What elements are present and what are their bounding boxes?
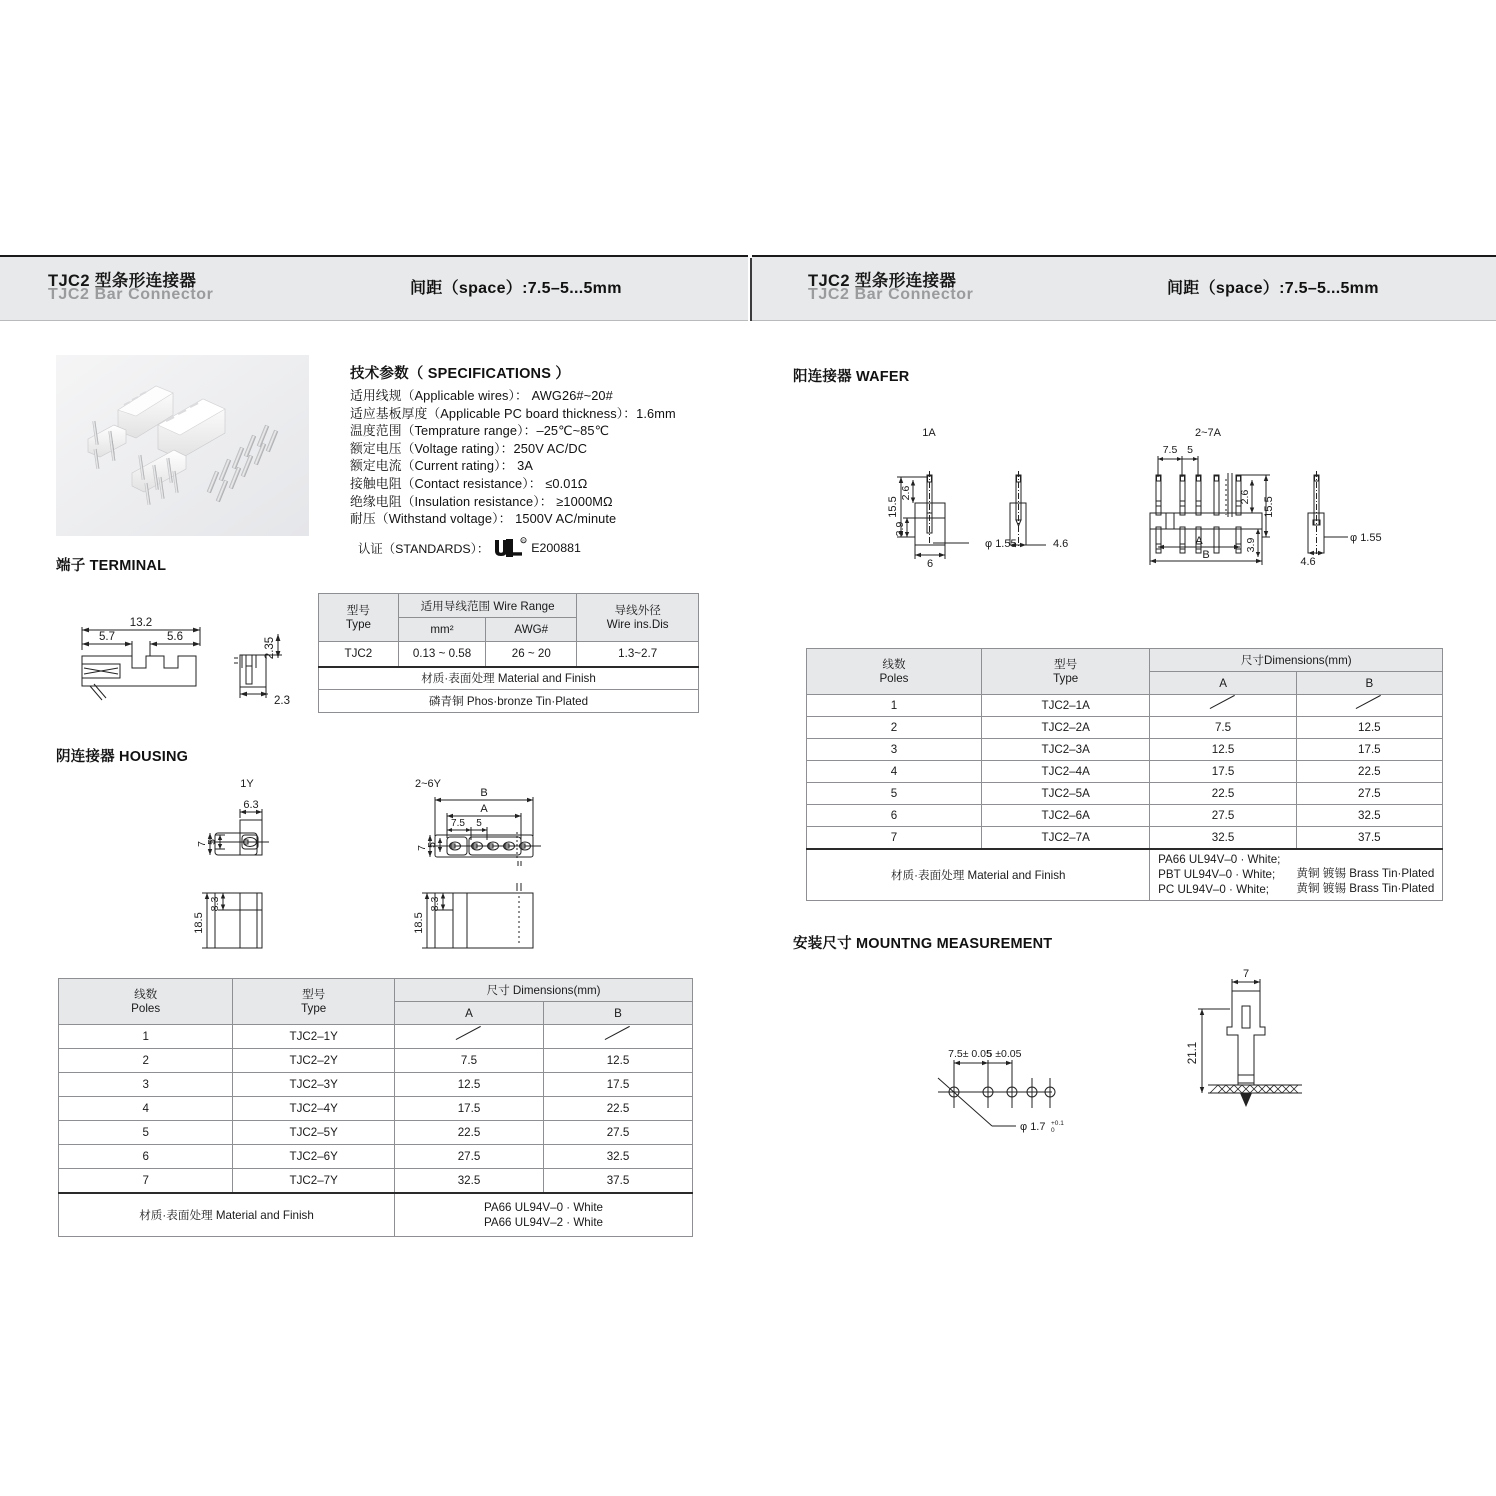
product-photo (56, 355, 309, 536)
housing-cell-b: 37.5 (543, 1169, 692, 1193)
terminal-th-ins (577, 594, 699, 642)
housing-cell-a: 27.5 (395, 1145, 544, 1169)
wafer-th-poles-zh: 线数 (882, 657, 906, 671)
spec-current-rating: 额定电流（Current rating）： 3A (350, 458, 534, 474)
section-heading-wafer: 阳连接器 WAFER (793, 369, 910, 385)
wafer-cell-poles: 2 (807, 717, 982, 739)
housing-cell-b: 22.5 (543, 1097, 692, 1121)
header-title-zh-left: TJC2 型条形连接器 (48, 272, 197, 290)
svg-text:15.5: 15.5 (1263, 496, 1275, 518)
housing-material-value-1: PA66 UL94V–0 · White (483, 1200, 603, 1214)
header-space-left: 间距（space）:7.5–5...5mm (410, 280, 622, 297)
wafer-material-label: 材质·表面处理 Material and Finish (807, 849, 1150, 901)
table-row (319, 642, 699, 667)
svg-text:15.5: 15.5 (887, 496, 899, 518)
svg-text:4.6: 4.6 (1300, 556, 1316, 568)
wafer-cell-a: 17.5 (1150, 761, 1296, 783)
terminal-th-awg: AWG# (486, 618, 577, 642)
svg-text:5: 5 (476, 818, 482, 829)
housing-table (58, 978, 693, 1237)
terminal-table (318, 593, 699, 713)
housing-cell-type: TJC2–7Y (233, 1169, 395, 1193)
standards-label: 认证（STANDARDS）： (358, 541, 490, 556)
wafer-cell-poles: 1 (807, 695, 982, 717)
ul-logo-icon (493, 537, 527, 559)
housing-cell-type: TJC2–1Y (233, 1025, 395, 1049)
wafer-table (806, 648, 1443, 901)
housing-th-a: A (395, 1002, 544, 1025)
svg-text:φ 1.55: φ 1.55 (1350, 532, 1382, 544)
wafer-material-plastics (1158, 852, 1280, 897)
terminal-cell-mm2: 0.13 ~ 0.58 (398, 642, 485, 667)
wafer-cell-poles: 4 (807, 761, 982, 783)
svg-text:18.5: 18.5 (193, 912, 205, 934)
wafer-1a-label: 1A (922, 427, 936, 439)
svg-text:5: 5 (426, 842, 438, 848)
terminal-material-value: 磷青铜 Phos·bronze Tin·Plated (319, 690, 699, 713)
mounting-drawing-pcb (920, 1040, 1110, 1135)
terminal-th-wire-range: 适用导线范围 Wire Range (398, 594, 577, 618)
housing-th-type-zh: 型号 (302, 987, 326, 1001)
header-title-en-right: TJC2 Bar Connector (808, 286, 974, 303)
wafer-drawing-multi (1140, 425, 1380, 575)
section-heading-mounting: 安装尺寸 MOUNTNG MEASUREMENT (793, 936, 1053, 952)
housing-cell-poles: 3 (59, 1073, 233, 1097)
mounting-drawing-side (1170, 965, 1340, 1120)
terminal-cell-type: TJC2 (319, 642, 399, 667)
spec-pcb-thickness: 适应基板厚度（Applicable PC board thickness）：1.6mm (350, 405, 676, 421)
housing-cell-poles: 5 (59, 1121, 233, 1145)
spec-voltage-rating: 额定电压（Voltage rating）：250V AC/DC (350, 440, 588, 456)
svg-text:6: 6 (926, 558, 934, 570)
housing-drawing-multi (405, 778, 555, 953)
header-title-zh-right: TJC2 型条形连接器 (808, 272, 957, 290)
wafer-th-type (981, 649, 1150, 695)
wafer-cell-b: 17.5 (1296, 739, 1442, 761)
svg-text:2.6: 2.6 (1239, 489, 1251, 505)
table-row (807, 695, 1443, 717)
housing-multi-label: 2~6Y (415, 778, 441, 790)
housing-cell-b: 12.5 (543, 1049, 692, 1073)
housing-drawing-1y (185, 778, 315, 953)
wafer-cell-b: 32.5 (1296, 805, 1442, 827)
housing-cell-type: TJC2–3Y (233, 1073, 395, 1097)
svg-text:+0.1: +0.1 (1051, 1120, 1064, 1127)
housing-th-dimensions: 尺寸 Dimensions(mm) (395, 979, 693, 1002)
wafer-th-dimensions: 尺寸Dimensions(mm) (1150, 649, 1443, 672)
svg-text:R: R (522, 538, 525, 543)
housing-cell-b (543, 1025, 692, 1049)
svg-text:A: A (480, 803, 488, 815)
wafer-drawing-1a (885, 425, 1095, 575)
svg-text:A: A (1195, 535, 1203, 547)
wafer-cell-type: TJC2–7A (981, 827, 1150, 849)
svg-text:3.9: 3.9 (894, 521, 906, 537)
svg-text:21.1: 21.1 (1187, 1041, 1199, 1065)
svg-text:7.5: 7.5 (1162, 444, 1178, 456)
wafer-cell-b: 37.5 (1296, 827, 1442, 849)
header-band-right (752, 255, 1496, 321)
empty-slash-icon (1354, 698, 1384, 711)
terminal-th-type-zh: 型号 (346, 603, 370, 617)
header-title-en-left: TJC2 Bar Connector (48, 286, 214, 303)
spec-contact-resistance: 接触电阻（Contact resistance）： ≤0.01Ω (350, 475, 588, 491)
svg-text:4.6: 4.6 (1053, 538, 1069, 550)
table-row (807, 849, 1443, 901)
housing-cell-poles: 6 (59, 1145, 233, 1169)
svg-text:B: B (1202, 549, 1210, 561)
wafer-th-type-en: Type (1053, 671, 1079, 685)
terminal-drawing (60, 600, 310, 710)
svg-text:5.6: 5.6 (167, 631, 183, 643)
wafer-cell-poles: 5 (807, 783, 982, 805)
wafer-cell-type: TJC2–3A (981, 739, 1150, 761)
wafer-cell-b (1296, 695, 1442, 717)
wafer-cell-type: TJC2–2A (981, 717, 1150, 739)
svg-text:3.9: 3.9 (1245, 537, 1257, 553)
svg-text:13.2: 13.2 (129, 617, 153, 629)
wafer-cell-a: 7.5 (1150, 717, 1296, 739)
table-row (807, 783, 1443, 805)
terminal-th-ins-zh: 导线外径 (614, 603, 661, 617)
housing-1y-label: 1Y (240, 778, 254, 790)
svg-text:7.5: 7.5 (451, 818, 465, 829)
wafer-material-metal-2: 黄铜 镀锡 Brass Tin·Plated (1296, 882, 1435, 896)
svg-text:7.5± 0.05: 7.5± 0.05 (948, 1048, 992, 1060)
svg-text:5: 5 (206, 839, 218, 845)
table-row (807, 717, 1443, 739)
svg-text:8.3: 8.3 (429, 896, 441, 912)
table-row (59, 1097, 693, 1121)
housing-th-poles-zh: 线数 (134, 987, 158, 1001)
housing-cell-a (395, 1025, 544, 1049)
terminal-th-mm2: mm² (398, 618, 485, 642)
table-row (59, 1193, 693, 1237)
header-divider-line (750, 258, 752, 321)
wafer-material-metal-1: 黄铜 镀锡 Brass Tin·Plated (1296, 867, 1435, 881)
wafer-multi-label: 2~7A (1195, 427, 1221, 439)
wafer-cell-a: 32.5 (1150, 827, 1296, 849)
housing-material-value-2: PA66 UL94V–2 · White (483, 1215, 603, 1229)
svg-text:0: 0 (1051, 1127, 1055, 1134)
wafer-th-b: B (1296, 672, 1442, 695)
housing-cell-b: 27.5 (543, 1121, 692, 1145)
section-heading-terminal: 端子 TERMINAL (56, 558, 167, 574)
empty-slash-icon (603, 1029, 633, 1042)
housing-th-type-en: Type (301, 1001, 327, 1015)
terminal-th-type-en: Type (345, 617, 371, 631)
svg-text:2.3: 2.3 (274, 695, 290, 707)
svg-text:B: B (480, 787, 488, 799)
wafer-material-metals (1296, 852, 1434, 897)
empty-slash-icon (454, 1029, 484, 1042)
terminal-cell-awg: 26 ~ 20 (486, 642, 577, 667)
standards-value: E200881 (531, 540, 581, 555)
wafer-material-plastic-3: PC UL94V–0 · White; (1158, 883, 1269, 897)
wafer-th-poles-en: Poles (879, 671, 909, 685)
wafer-material-values (1150, 849, 1443, 901)
wafer-cell-a: 12.5 (1150, 739, 1296, 761)
wafer-cell-type: TJC2–1A (981, 695, 1150, 717)
table-row (59, 1049, 693, 1073)
table-row (807, 827, 1443, 849)
wafer-cell-b: 12.5 (1296, 717, 1442, 739)
svg-text:7: 7 (196, 841, 208, 847)
terminal-th-type (319, 594, 399, 642)
housing-cell-poles: 7 (59, 1169, 233, 1193)
svg-text:5.7: 5.7 (99, 631, 115, 643)
svg-text:8.3: 8.3 (209, 896, 221, 912)
housing-th-poles (59, 979, 233, 1025)
wafer-cell-a: 27.5 (1150, 805, 1296, 827)
table-row (59, 1025, 693, 1049)
wafer-th-type-zh: 型号 (1054, 657, 1078, 671)
housing-cell-poles: 2 (59, 1049, 233, 1073)
svg-text:6.3: 6.3 (243, 799, 259, 811)
spec-insulation-resistance: 绝缘电阻（Insulation resistance）： ≥1000MΩ (350, 493, 613, 509)
housing-cell-a: 17.5 (395, 1097, 544, 1121)
wafer-cell-type: TJC2–5A (981, 783, 1150, 805)
housing-cell-a: 7.5 (395, 1049, 544, 1073)
wafer-cell-a (1150, 695, 1296, 717)
svg-text:2.6: 2.6 (900, 485, 912, 501)
wafer-cell-a: 22.5 (1150, 783, 1296, 805)
svg-text:7: 7 (1242, 968, 1250, 980)
svg-text:φ 1.7: φ 1.7 (1020, 1121, 1046, 1133)
svg-text:2.35: 2.35 (264, 636, 276, 660)
housing-th-b: B (543, 1002, 692, 1025)
terminal-material-label: 材质·表面处理 Material and Finish (319, 667, 699, 690)
spec-applicable-wires: 适用线规（Applicable wires）： AWG26#~20# (350, 388, 613, 403)
housing-cell-type: TJC2–5Y (233, 1121, 395, 1145)
header-space-right: 间距（space）:7.5–5...5mm (1167, 280, 1379, 297)
header-band-left (0, 255, 748, 321)
table-row (807, 805, 1443, 827)
specifications-title: 技术参数（ SPECIFICATIONS ） (350, 366, 571, 382)
empty-slash-icon (1208, 698, 1238, 711)
wafer-th-poles (807, 649, 982, 695)
wafer-cell-type: TJC2–4A (981, 761, 1150, 783)
svg-text:5 ±0.05: 5 ±0.05 (986, 1048, 1022, 1060)
svg-text:φ 1.55: φ 1.55 (985, 538, 1017, 550)
housing-material-label: 材质·表面处理 Material and Finish (59, 1193, 395, 1237)
terminal-th-ins-en: Wire ins.Dis (606, 617, 669, 631)
spec-withstand-voltage: 耐压（Withstand voltage）： 1500V AC/minute (350, 511, 617, 527)
housing-cell-a: 22.5 (395, 1121, 544, 1145)
wafer-material-plastic-1: PA66 UL94V–0 · White; (1158, 853, 1281, 867)
table-row (59, 1121, 693, 1145)
housing-cell-b: 32.5 (543, 1145, 692, 1169)
svg-text:7: 7 (416, 845, 428, 851)
table-row (807, 761, 1443, 783)
terminal-cell-ins: 1.3~2.7 (577, 642, 699, 667)
wafer-cell-poles: 6 (807, 805, 982, 827)
svg-text:18.5: 18.5 (413, 912, 425, 934)
housing-th-type (233, 979, 395, 1025)
wafer-cell-poles: 3 (807, 739, 982, 761)
wafer-cell-b: 27.5 (1296, 783, 1442, 805)
housing-cell-poles: 1 (59, 1025, 233, 1049)
table-row (59, 1073, 693, 1097)
housing-cell-a: 32.5 (395, 1169, 544, 1193)
wafer-cell-poles: 7 (807, 827, 982, 849)
wafer-cell-b: 22.5 (1296, 761, 1442, 783)
specifications-block (350, 362, 750, 559)
table-row (59, 1145, 693, 1169)
standards-row (350, 537, 750, 559)
table-row (59, 1169, 693, 1193)
housing-cell-type: TJC2–6Y (233, 1145, 395, 1169)
svg-text:5: 5 (1187, 444, 1193, 456)
table-row (807, 739, 1443, 761)
wafer-th-a: A (1150, 672, 1296, 695)
housing-cell-type: TJC2–4Y (233, 1097, 395, 1121)
housing-cell-type: TJC2–2Y (233, 1049, 395, 1073)
housing-cell-poles: 4 (59, 1097, 233, 1121)
wafer-material-plastic-2: PBT UL94V–0 · White; (1158, 868, 1276, 882)
housing-cell-a: 12.5 (395, 1073, 544, 1097)
spec-temperature-range: 温度范围（Temprature range）：–25℃~85℃ (350, 423, 610, 439)
housing-cell-b: 17.5 (543, 1073, 692, 1097)
housing-th-poles-en: Poles (131, 1001, 161, 1015)
table-row (319, 667, 699, 690)
section-heading-housing: 阴连接器 HOUSING (56, 749, 189, 765)
table-row (319, 690, 699, 713)
wafer-cell-type: TJC2–6A (981, 805, 1150, 827)
housing-material-values (395, 1193, 693, 1237)
